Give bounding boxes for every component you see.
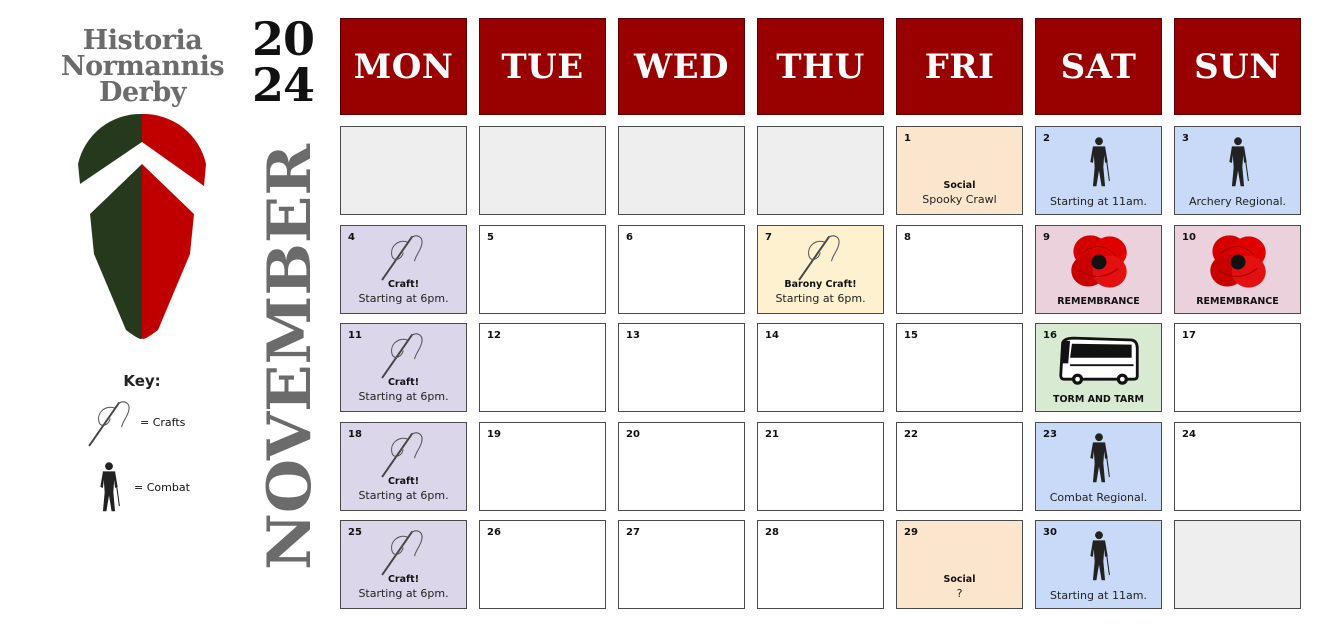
key-title: Key: — [123, 372, 161, 390]
event-title: REMEMBRANCE — [1196, 296, 1279, 307]
fighter-icon — [96, 460, 122, 514]
fighter-icon — [1225, 135, 1251, 189]
calendar-day-24 — [1174, 422, 1301, 511]
fighter-icon — [1086, 431, 1112, 485]
day-number: 14 — [765, 330, 779, 341]
needle-icon — [379, 523, 431, 579]
calendar-day-18 — [340, 422, 467, 511]
day-number: 3 — [1182, 133, 1189, 144]
calendar-empty-cell — [479, 126, 606, 215]
calendar-empty-cell — [618, 126, 745, 215]
day-number: 10 — [1182, 232, 1196, 243]
day-header-sat: SAT — [1035, 18, 1162, 115]
calendar-day-30 — [1035, 520, 1162, 609]
calendar-day-17 — [1174, 323, 1301, 412]
org-name-line3: Derby — [99, 77, 186, 108]
day-number: 13 — [626, 330, 640, 341]
day-header-tue: TUE — [479, 18, 606, 115]
calendar-day-2 — [1035, 126, 1162, 215]
needle-icon — [796, 228, 848, 284]
calendar-day-8 — [896, 225, 1023, 314]
key-crafts-label: = Crafts — [140, 415, 186, 429]
calendar-day-23 — [1035, 422, 1162, 511]
day-number: 1 — [904, 133, 911, 144]
calendar-day-4 — [340, 225, 467, 314]
calendar-day-6 — [618, 225, 745, 314]
poppy-icon — [1067, 230, 1131, 294]
day-number: 19 — [487, 429, 501, 440]
event-detail: Starting at 11am. — [1050, 195, 1147, 208]
needle-icon — [86, 394, 138, 450]
needle-icon — [379, 228, 431, 284]
calendar-day-9 — [1035, 225, 1162, 314]
day-number: 30 — [1043, 527, 1057, 538]
event-detail: ? — [956, 587, 963, 600]
fighter-icon — [1086, 529, 1112, 583]
calendar-day-21 — [757, 422, 884, 511]
calendar-day-25 — [340, 520, 467, 609]
calendar-day-16 — [1035, 323, 1162, 412]
coach-icon — [1057, 334, 1141, 388]
day-number: 22 — [904, 429, 918, 440]
org-name — [40, 25, 245, 108]
event-title: Craft! — [387, 377, 420, 388]
day-number: 11 — [348, 330, 362, 341]
calendar-day-14 — [757, 323, 884, 412]
event-detail: Starting at 6pm. — [358, 390, 449, 403]
calendar-empty-cell — [757, 126, 884, 215]
day-number: 23 — [1043, 429, 1057, 440]
calendar-day-22 — [896, 422, 1023, 511]
event-detail: Starting at 6pm. — [775, 292, 866, 305]
day-number: 26 — [487, 527, 501, 538]
calendar-day-15 — [896, 323, 1023, 412]
calendar-day-20 — [618, 422, 745, 511]
event-title: Craft! — [387, 574, 420, 585]
day-number: 20 — [626, 429, 640, 440]
event-detail: Starting at 11am. — [1050, 589, 1147, 602]
needle-icon — [379, 425, 431, 481]
day-header-thu: THU — [757, 18, 884, 115]
event-title: REMEMBRANCE — [1057, 296, 1140, 307]
event-detail: Combat Regional. — [1049, 491, 1148, 504]
day-number: 16 — [1043, 330, 1057, 341]
key-combat-label: = Combat — [134, 480, 190, 494]
day-number: 8 — [904, 232, 911, 243]
key-combat — [96, 460, 190, 514]
event-detail: Starting at 6pm. — [358, 292, 449, 305]
day-number: 5 — [487, 232, 494, 243]
day-number: 9 — [1043, 232, 1050, 243]
calendar-day-11 — [340, 323, 467, 412]
event-title: Craft! — [387, 279, 420, 290]
event-title: Craft! — [387, 476, 420, 487]
event-title: TORM AND TARM — [1053, 394, 1144, 405]
year — [252, 12, 315, 112]
day-number: 25 — [348, 527, 362, 538]
event-detail: Archery Regional. — [1188, 195, 1287, 208]
day-number: 12 — [487, 330, 501, 341]
calendar-day-13 — [618, 323, 745, 412]
day-number: 15 — [904, 330, 918, 341]
day-header-fri: FRI — [896, 18, 1023, 115]
key-crafts — [86, 394, 185, 450]
calendar-day-10 — [1174, 225, 1301, 314]
day-number: 27 — [626, 527, 640, 538]
day-number: 6 — [626, 232, 633, 243]
calendar-empty-cell — [1174, 520, 1301, 609]
calendar-day-5 — [479, 225, 606, 314]
day-number: 21 — [765, 429, 779, 440]
calendar-day-3 — [1174, 126, 1301, 215]
day-number: 4 — [348, 232, 355, 243]
calendar-day-26 — [479, 520, 606, 609]
day-number: 2 — [1043, 133, 1050, 144]
day-number: 7 — [765, 232, 772, 243]
fighter-icon — [1086, 135, 1112, 189]
poppy-icon — [1206, 230, 1270, 294]
year-bottom: 24 — [252, 58, 315, 112]
event-title: Social — [943, 180, 976, 191]
calendar-empty-cell — [340, 126, 467, 215]
day-header-mon: MON — [340, 18, 467, 115]
org-name-line2: Normannis — [60, 51, 225, 82]
day-number: 24 — [1182, 429, 1196, 440]
calendar-day-7 — [757, 225, 884, 314]
month-text: NOVEMBER — [255, 158, 325, 570]
needle-icon — [379, 326, 431, 382]
calendar-day-27 — [618, 520, 745, 609]
day-number: 18 — [348, 429, 362, 440]
calendar-day-12 — [479, 323, 606, 412]
calendar-day-19 — [479, 422, 606, 511]
event-title: Social — [943, 574, 976, 585]
day-number: 28 — [765, 527, 779, 538]
event-detail: Spooky Crawl — [922, 193, 997, 206]
day-number: 17 — [1182, 330, 1196, 341]
day-header-wed: WED — [618, 18, 745, 115]
calendar-day-28 — [757, 520, 884, 609]
event-detail: Starting at 6pm. — [358, 587, 449, 600]
org-name-line1: Historia — [82, 25, 203, 56]
event-title: Barony Craft! — [784, 279, 857, 290]
calendar-day-29 — [896, 520, 1023, 609]
event-detail: Starting at 6pm. — [358, 489, 449, 502]
calendar-day-1 — [896, 126, 1023, 215]
month-label — [255, 142, 325, 572]
year-top: 20 — [252, 12, 315, 66]
day-header-sun: SUN — [1174, 18, 1301, 115]
day-number: 29 — [904, 527, 918, 538]
shield-emblem-icon — [78, 114, 206, 338]
